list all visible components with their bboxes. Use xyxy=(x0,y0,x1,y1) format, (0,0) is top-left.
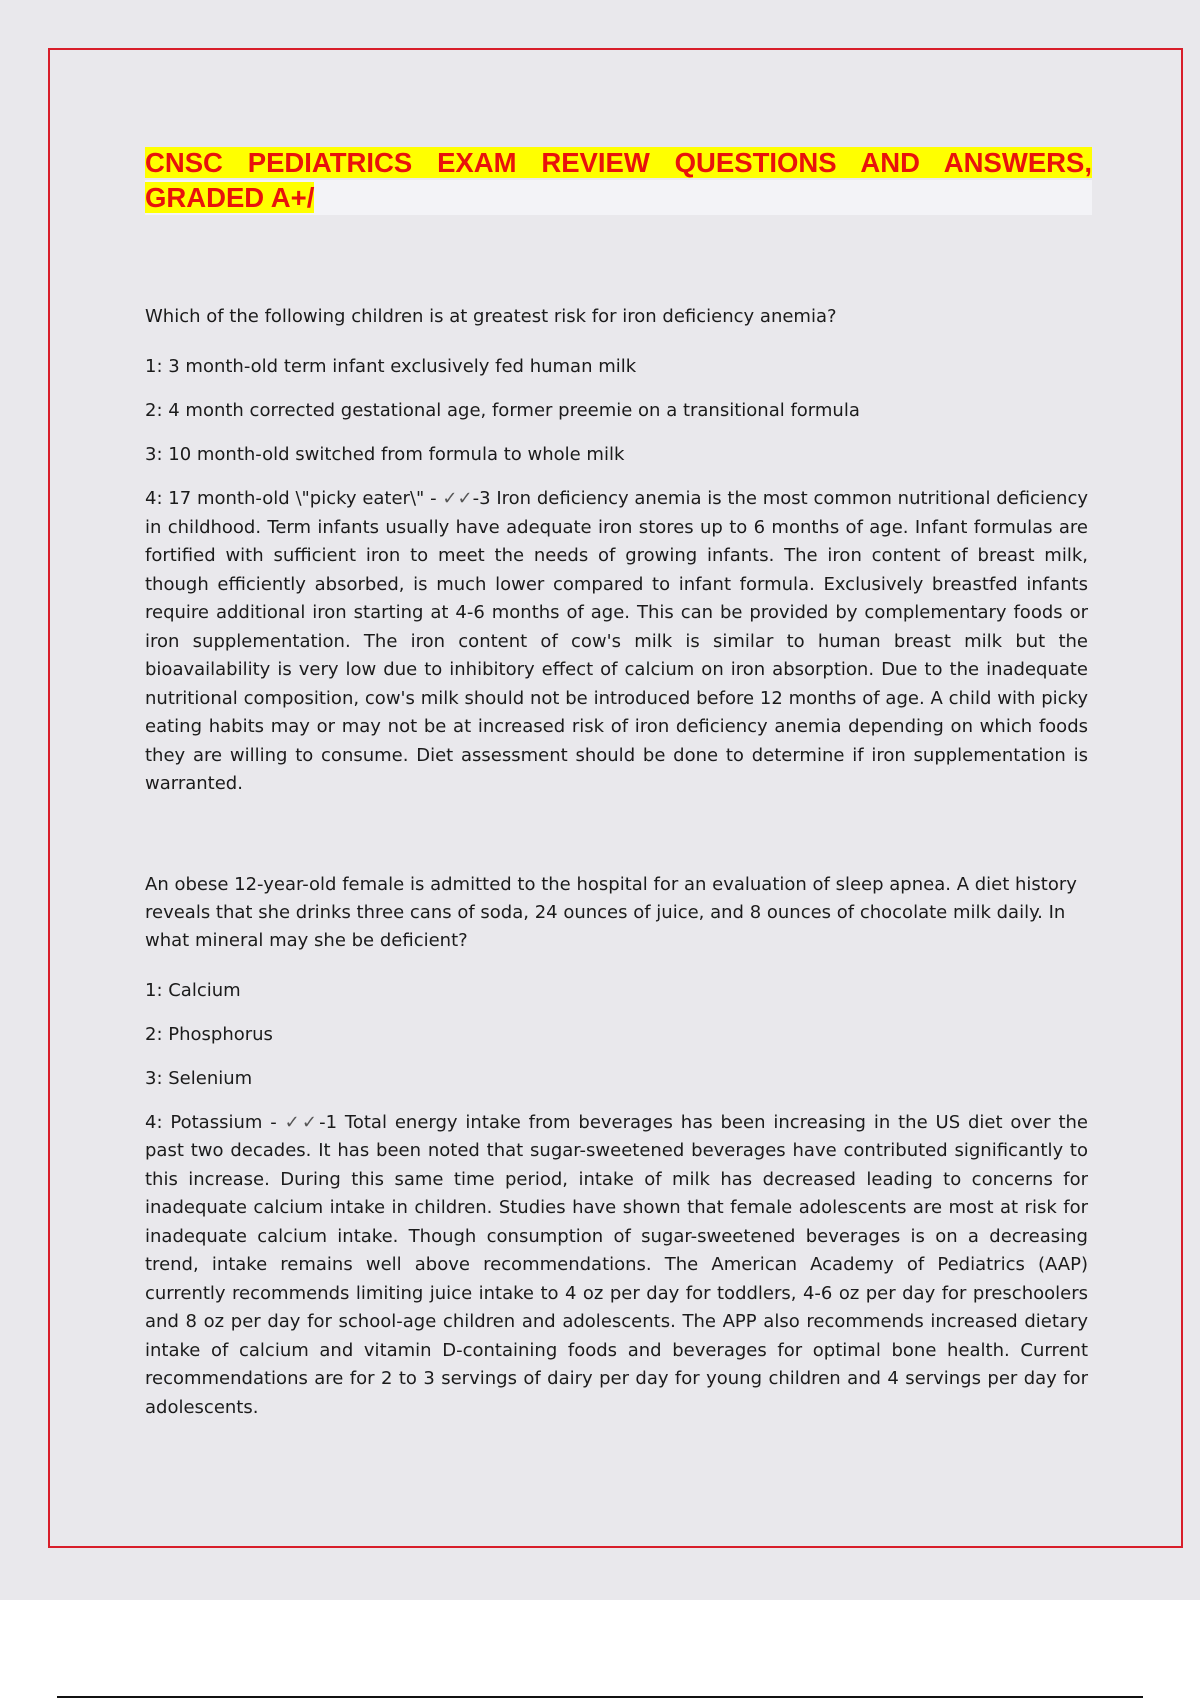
explanation-text: -1 Total energy intake from beverages has been increasing in the US diet over the past two decades. It has been noted that sugar-sweetened beverages have contributed significantly to this increase. During this same time period, intake of milk has decreased leading to concerns for inadequate calcium intake in children. Studies have shown that female adolescents are most at risk for inadequate calcium intake. Though consumption of sugar-sweetened beverages is on a decreasing trend, intake remains well above recommendations. The American Academy of Pediatrics (AAP) currently recommends limiting juice intake to 4 oz per day for toddlers, 4-6 oz per day for preschoolers and 8 oz per day for school-age children and adolescents. The APP also recommends increased dietary intake of calcium and vitamin D-containing foods and beverages for optimal bone health. Current recommendations are for 2 to 3 servings of dairy per day for young children and 4 servings per day for adolescents. xyxy=(145,1111,1088,1418)
answer-option: 2: Phosphorus xyxy=(145,1023,273,1045)
question-block-2 xyxy=(145,871,1088,1423)
title-line-1: CNSC PEDIATRICS EXAM REVIEW QUESTIONS AND ANSWERS, xyxy=(145,147,1092,178)
next-page-divider xyxy=(57,1696,1143,1698)
answer-option: 3: 10 month-old switched from formula to whole milk xyxy=(145,444,625,465)
answer-option: 1: 3 month-old term infant exclusively fed human milk xyxy=(145,356,637,377)
question-text: An obese 12-year-old female is admitted to the hospital for an evaluation of sleep apnea. A diet history reveals that she drinks three cans of soda, 24 ounces of juice, and 8 ounces of chocolate milk daily. In what mineral may she be deficient? xyxy=(145,873,1077,951)
explanation-text: -3 Iron deficiency anemia is the most common nutritional deficiency in childhood. Term infants usually have adequate iron stores up to 6 months of age. Infant formulas are fortified with sufficient iron to meet the needs of growing infants. The iron content of breast milk, though efficiently absorbed, is much lower compared to infant formula. Exclusively breastfed infants require additional iron starting at 4-6 months of age. This can be provided by complementary foods or iron supplementation. The iron content of cow's milk is similar to human breast milk but the bioavailability is very low due to inhibitory effect of calcium on iron absorption. Due to the inadequate nutritional composition, cow's milk should not be introduced before 12 months of age. A child with picky eating habits may or may not be at increased risk of iron deficiency anemia depending on which foods they are willing to consume. Diet assessment should be done to determine if iron supplementation is warranted. xyxy=(145,488,1088,794)
answer-option: 2: 4 month corrected gestational age, former preemie on a transitional formula xyxy=(145,400,860,421)
answer-option-4: 4: Potassium - xyxy=(145,1111,285,1133)
answer-option: 3: Selenium xyxy=(145,1067,253,1089)
title-line-2: GRADED A+/ xyxy=(145,180,1092,215)
double-check-icon: ✓✓ xyxy=(284,1111,320,1133)
document-title xyxy=(145,145,1092,215)
question-text: Which of the following children is at greatest risk for iron deficiency anemia? xyxy=(145,306,837,327)
answer-explanation xyxy=(145,485,1088,799)
answer-option-4: 4: 17 month-old \"picky eater\" - xyxy=(145,488,443,509)
answer-option: 1: Calcium xyxy=(145,979,241,1001)
double-check-icon: ✓✓ xyxy=(442,488,473,509)
document-body xyxy=(145,303,1088,1422)
answer-explanation xyxy=(145,1109,1088,1423)
question-block-1 xyxy=(145,303,1088,799)
